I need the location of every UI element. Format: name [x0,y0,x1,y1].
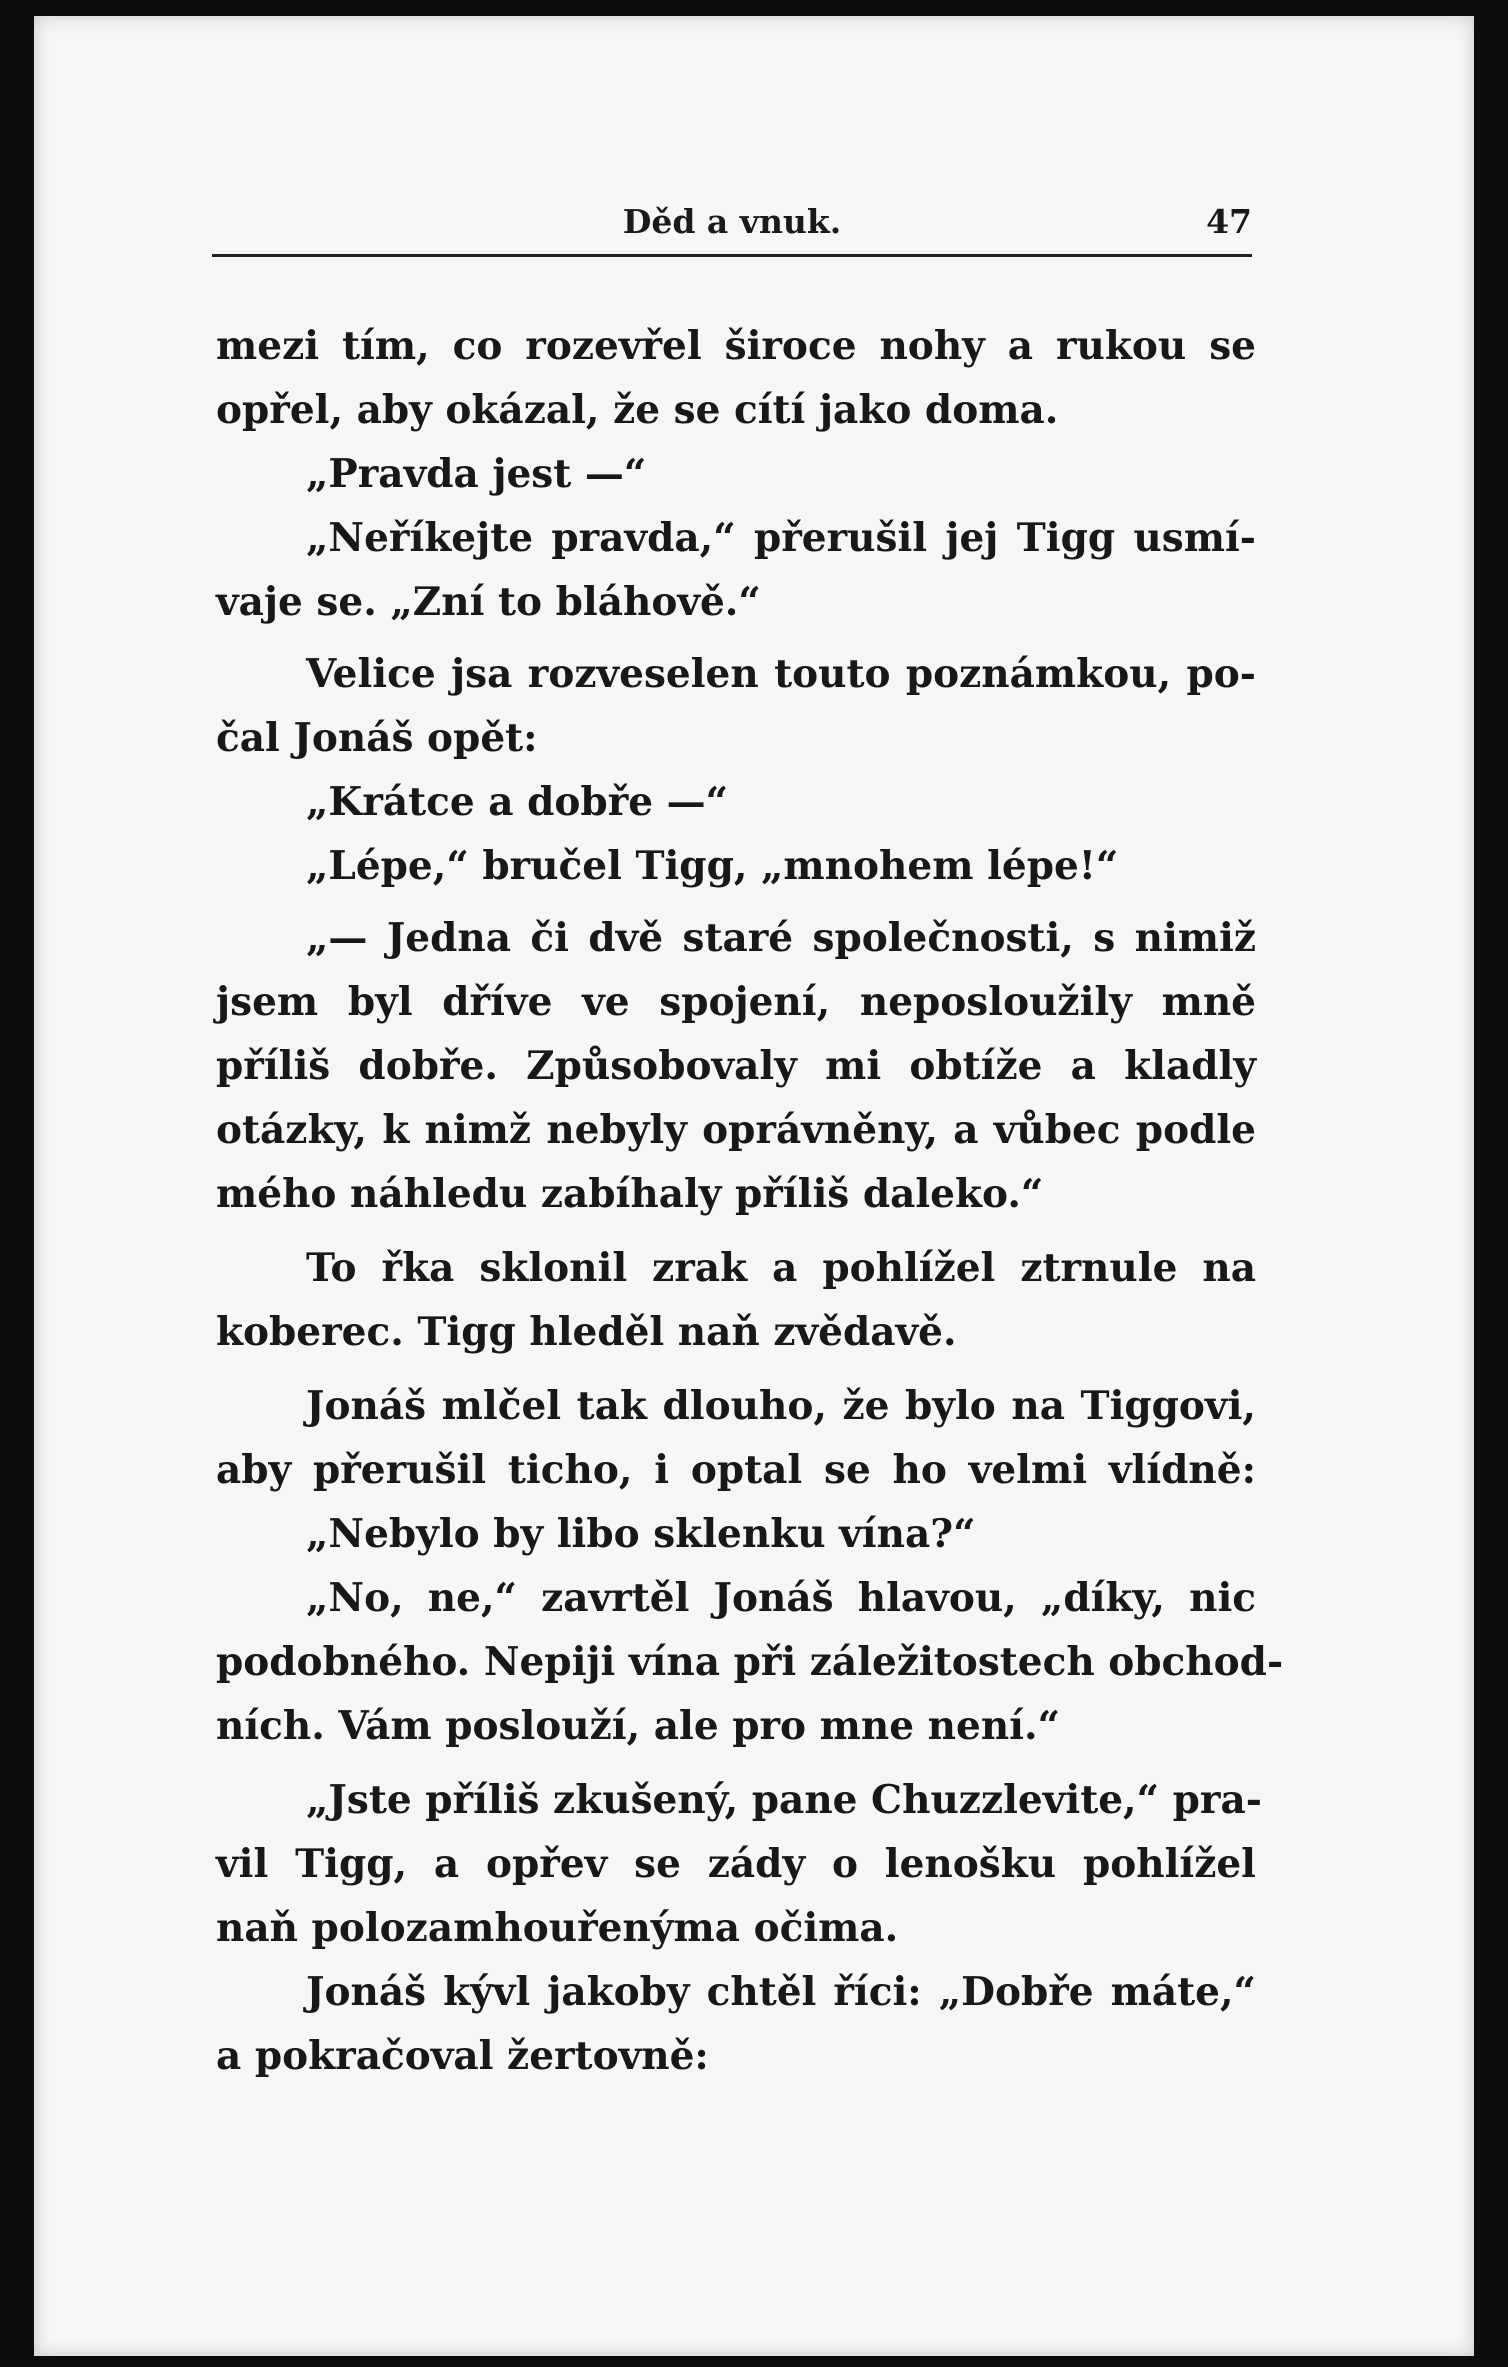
text-line: podobného. Nepiji vína při záležitostech obchod- [216,1639,1284,1685]
paragraph [216,1960,1256,2088]
text-line: „Jste příliš zkušený, pane Chuzzlevite,“ pra- [306,1777,1262,1823]
text-line: otázky, k nimž nebyly oprávněny, a vůbec podle [216,1107,1256,1153]
page-header [212,192,1252,257]
body-text [216,314,1284,2088]
text-line: mezi tím, co rozevřel široce nohy a rukou se [216,323,1256,369]
text-line: jsem byl dříve ve spojení, neposloužily mně [216,979,1256,1025]
text-line: „No, ne,“ zavrtěl Jonáš hlavou, „díky, nic [306,1575,1256,1621]
paragraph [216,1236,1256,1364]
text-line: „Lépe,“ bručel Tigg, „mnohem lépe!“ [306,843,1119,889]
text-line: „— Jedna či dvě staré společnosti, s nimiž [306,915,1256,961]
page-number: 47 [1206,202,1252,241]
text-line: „Pravda jest —“ [306,451,647,497]
text-line: a pokračoval žertovně: [216,2033,709,2079]
text-line: „Krátce a dobře —“ [306,779,729,825]
running-title: Děd a vnuk. [622,202,842,241]
paragraph [216,834,1256,898]
text-line: Jonáš mlčel tak dlouho, že bylo na Tiggovi, [306,1383,1256,1429]
text-line: vaje se. „Zní to bláhově.“ [216,579,761,625]
paragraph [216,1502,1256,1566]
text-line: příliš dobře. Způsobovaly mi obtíže a kladly [216,1043,1256,1089]
paragraph [216,1566,1284,1758]
paragraph [216,442,1256,506]
book-page [34,16,1474,2356]
paragraph [216,770,1256,834]
text-line: „Nebylo by libo sklenku vína?“ [306,1511,976,1557]
paragraph [216,642,1256,770]
text-line: Velice jsa rozveselen touto poznámkou, po- [306,651,1256,697]
text-line: vil Tigg, a opřev se zády o lenošku pohlížel [216,1841,1256,1887]
paragraph [216,906,1256,1226]
text-line: naň polozamhouřenýma očima. [216,1905,899,1951]
text-line: To řka sklonil zrak a pohlížel ztrnule na [306,1245,1256,1291]
text-line: aby přerušil ticho, i optal se ho velmi vlídně: [216,1447,1256,1493]
text-line: „Neříkejte pravda,“ přerušil jej Tigg usmí- [306,515,1256,561]
paragraph [216,1768,1262,1960]
text-line: mého náhledu zabíhaly příliš daleko.“ [216,1171,1044,1217]
text-line: čal Jonáš opět: [216,715,538,761]
text-line: opřel, aby okázal, že se cítí jako doma. [216,387,1059,433]
text-line: Jonáš kývl jakoby chtěl říci: „Dobře máte,“ [306,1969,1256,2015]
paragraph [216,314,1256,442]
text-line: ních. Vám poslouží, ale pro mne není.“ [216,1703,1061,1749]
text-line: koberec. Tigg hleděl naň zvědavě. [216,1309,957,1355]
paragraph [216,506,1256,634]
paragraph [216,1374,1256,1502]
